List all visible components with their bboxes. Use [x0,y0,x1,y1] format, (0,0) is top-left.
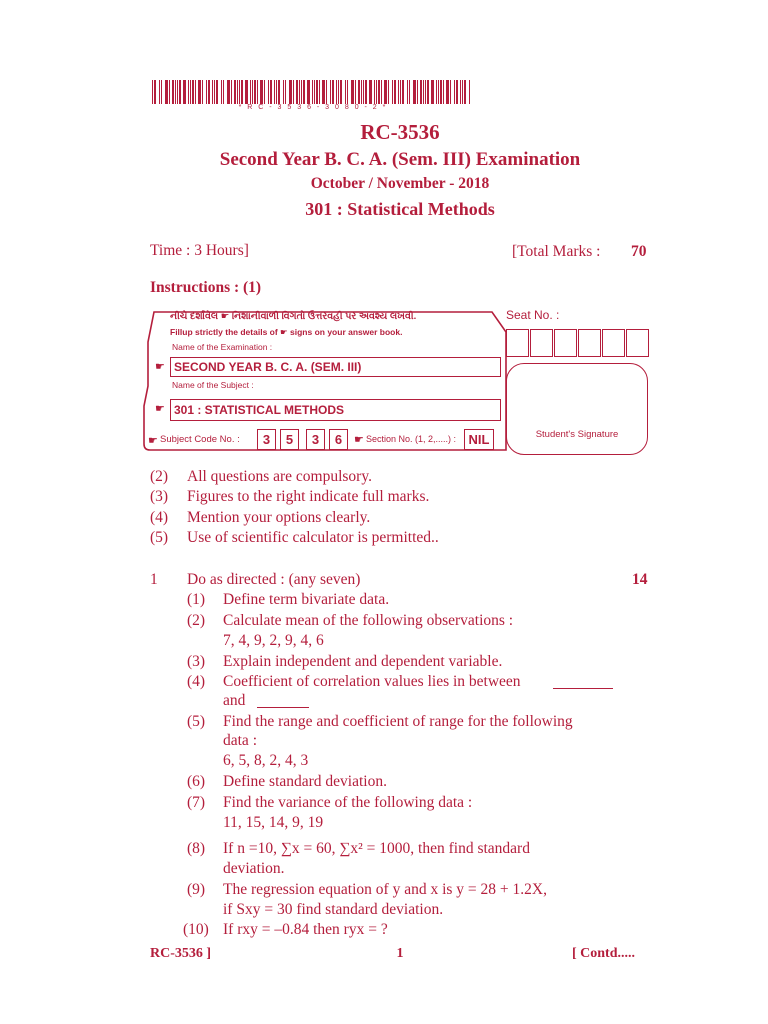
barcode-bar [330,80,331,104]
barcode-bar [206,80,207,104]
instruction-text: Use of scientific calculator is permitted.. [187,529,439,546]
question-title: Do as directed : (any seven) [187,571,361,588]
signature-box [506,363,648,455]
subject-name-field [170,399,501,421]
pointer-icon: ☛ [354,433,364,446]
subject-code-digit: 6 [329,429,348,450]
barcode-bar [443,80,444,104]
barcode-bar [450,80,451,104]
barcode-bar [462,80,463,104]
subject-code-digit: 5 [280,429,299,450]
barcode-bar [301,80,302,104]
seat-no-box [530,329,553,357]
barcode-bar [227,80,230,104]
barcode-bar [175,80,176,104]
barcode-bar [407,80,408,104]
item-num: (5) [187,713,206,730]
barcode-bar [293,80,294,104]
exam-name-value: SECOND YEAR B. C. A. (SEM. III) [174,360,362,374]
barcode-bar [446,80,449,104]
barcode-bar [192,80,194,104]
barcode-bar [165,80,168,104]
instruction-text: Mention your options clearly. [187,509,371,526]
seat-no-box [626,329,649,357]
seat-no-box [506,329,529,357]
barcode-bar [392,80,393,104]
barcode-bar [245,80,248,104]
item-text: Calculate mean of the following observations : [223,612,514,629]
barcode-bar [172,80,174,104]
item-data: 7, 4, 9, 2, 9, 4, 6 [223,632,324,649]
instruction-text: All questions are compulsory. [187,468,372,485]
blank-line [257,707,309,708]
barcode-bar [436,80,437,104]
item-data: 6, 5, 8, 2, 4, 3 [223,752,309,769]
item-text-cont: if Sxy = 30 find standard deviation. [223,901,444,918]
barcode-bar [438,80,439,104]
barcode-bar [420,80,422,104]
english-note: Fillup strictly the details of ☛ signs on your answer book. [170,327,403,337]
barcode-bar [250,80,251,104]
barcode-bar [285,80,286,104]
barcode-bar [223,80,224,104]
subject-code-digit: 3 [257,429,276,450]
instruction-text: Figures to the right indicate full marks. [187,488,430,505]
barcode-bar [332,80,334,104]
barcode-bar [358,80,360,104]
barcode-bar [231,80,232,104]
barcode-bar [198,80,201,104]
barcode-bar [388,80,389,104]
barcode-bar [169,80,170,104]
barcode-bar [152,80,153,104]
barcode-bar [212,80,213,104]
barcode-bar [289,80,292,104]
barcode-bar [413,80,416,104]
gujarati-note: નીચે દર્શાવેલ ☛ નિશાનીવાળી વિગતો ઉત્તરવહી પર અવશ્ય લખવી. [170,311,417,322]
exam-name-label: Name of the Examination : [172,342,273,352]
barcode-bar [336,80,337,104]
item-num: (7) [187,794,206,811]
item-num: (9) [187,881,206,898]
session: October / November - 2018 [310,175,490,192]
item-text: Find the range and coefficient of range for the following [223,713,573,730]
item-text: If n =10, ∑x = 60, ∑x² = 1000, then find standard [223,840,530,857]
barcode-bar [252,80,253,104]
barcode-bar [381,80,382,104]
item-num: (6) [187,773,206,790]
instruction-num: (5) [150,529,169,546]
question-marks: 14 [632,571,648,588]
barcode-bar [312,80,313,104]
barcode-bar [345,80,346,104]
item-num: (3) [187,653,206,670]
barcode-bar [183,80,186,104]
barcode-bar [257,80,258,104]
barcode-bar [338,80,339,104]
signature-label: Student's Signature [535,429,619,440]
item-num: (10) [183,921,209,938]
barcode-bar [303,80,305,104]
pointer-icon: ☛ [155,402,165,415]
item-text: Coefficient of correlation values lies in between [223,673,521,690]
barcode-bar [351,80,354,104]
subject-code-digit: 3 [306,429,325,450]
barcode-bar [376,80,377,104]
barcode-bar [347,80,348,104]
instruction-num: (4) [150,509,169,526]
item-data: 11, 15, 14, 9, 19 [223,814,324,831]
barcode-bar [195,80,196,104]
item-text: Find the variance of the following data : [223,794,473,811]
barcode-bar [417,80,418,104]
barcode-bar [378,80,380,104]
subject-code-label: Subject Code No. : [160,434,240,445]
item-text: If rxy = –0.84 then ryx = ? [223,921,388,938]
barcode-bar [283,80,284,104]
barcode-bar [314,80,315,104]
barcode-bar [270,80,272,104]
barcode-bar [464,80,466,104]
barcode-bar [319,80,320,104]
barcode-bar [161,80,162,104]
subject-title: 301 : Statistical Methods [305,199,495,219]
barcode-bar [374,80,375,104]
barcode-bar [322,80,325,104]
barcode-bar [234,80,236,104]
item-num: (2) [187,612,206,629]
item-text: The regression equation of y and x is y = 28 + 1.2X, [223,881,547,898]
barcode-bar [254,80,256,104]
barcode-caption: * R C - 3 5 3 6 - 3 0 8 0 - 2 * [238,104,388,111]
item-text: Explain independent and dependent variable. [223,653,503,670]
barcode-bar [307,80,310,104]
barcode-bar [239,80,240,104]
contd-label: [ Contd..... [572,946,636,961]
barcode-bar [216,80,218,104]
barcode-bar [179,80,181,104]
subject-name-value: 301 : STATISTICAL METHODS [174,403,345,417]
barcode-bar [384,80,387,104]
barcode-bar [214,80,215,104]
barcode-bar [355,80,356,104]
barcode-bar [260,80,263,104]
barcode [152,80,474,104]
item-text-cont: and [223,692,246,709]
barcode-bar [177,80,178,104]
barcode-bar [299,80,300,104]
subject-name-label: Name of the Subject : [172,380,254,390]
barcode-bar [326,80,327,104]
barcode-bar [409,80,410,104]
barcode-bar [268,80,269,104]
time-label: Time : 3 Hours] [150,242,249,259]
barcode-bar [190,80,191,104]
item-text: Define standard deviation. [223,773,387,790]
barcode-bar [369,80,372,104]
barcode-bar [460,80,461,104]
barcode-bar [402,80,404,104]
page-number: 1 [396,946,404,961]
instruction-num: (3) [150,488,169,505]
barcode-bar [237,80,238,104]
footer-code: RC-3536 ] [150,946,212,961]
barcode-bar [363,80,364,104]
seat-no-label: Seat No. : [506,308,560,322]
instructions-label: Instructions : (1) [150,279,262,296]
exam-title: Second Year B. C. A. (Sem. III) Examination [219,149,581,170]
barcode-bar [398,80,399,104]
seat-no-box [554,329,577,357]
total-marks-value: 70 [631,243,647,260]
barcode-bar [425,80,426,104]
barcode-bar [423,80,424,104]
seat-no-box [578,329,601,357]
barcode-bar [264,80,265,104]
barcode-bar [340,80,342,104]
barcode-bar [365,80,367,104]
seat-no-box [602,329,625,357]
pointer-icon: ☛ [148,434,158,447]
barcode-bar [159,80,160,104]
item-num: (1) [187,591,206,608]
barcode-bar [188,80,189,104]
barcode-bar [361,80,362,104]
barcode-bar [278,80,280,104]
barcode-bar [202,80,203,104]
pointer-icon: ☛ [155,360,165,373]
exam-name-field [170,357,501,377]
barcode-bar [431,80,434,104]
barcode-bar [274,80,275,104]
question-number: 1 [150,571,158,588]
section-label: Section No. (1, 2,.....) : [366,434,457,444]
barcode-bar [454,80,455,104]
section-value: NIL [464,429,494,450]
item-num: (8) [187,840,206,857]
blank-line [553,688,613,689]
item-text-cont: data : [223,732,257,749]
barcode-bar [241,80,243,104]
barcode-bar [208,80,210,104]
barcode-bar [456,80,458,104]
barcode-bar [276,80,277,104]
barcode-bar [469,80,470,104]
barcode-bar [400,80,401,104]
instruction-num: (2) [150,468,169,485]
barcode-bar [154,80,156,104]
barcode-bar [394,80,396,104]
barcode-bar [296,80,298,104]
item-text-cont: deviation. [223,860,285,877]
barcode-bar [440,80,442,104]
barcode-bar [221,80,222,104]
total-marks-label: [Total Marks : [512,243,601,260]
barcode-bar [427,80,429,104]
item-num: (4) [187,673,206,690]
item-text: Define term bivariate data. [223,591,390,608]
barcode-bar [316,80,318,104]
paper-code: RC-3536 [360,120,440,144]
